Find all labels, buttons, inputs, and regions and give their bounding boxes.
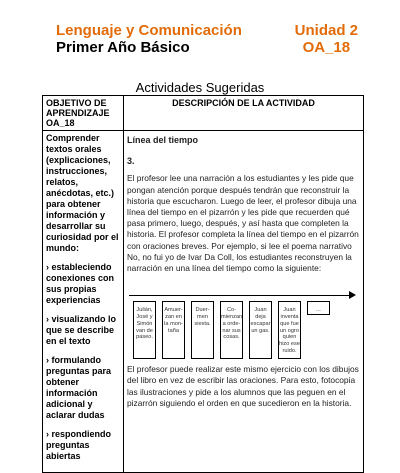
objective-item: › formulando preguntas para obtener información adicional y aclarar dudas	[46, 355, 112, 420]
timeline-box: Co-mienzan a orde-nar sus cosas.	[220, 301, 243, 359]
objective-intro: Comprender textos orales (explicaciones, instrucciones, relatos, anécdotas, etc.) para obtener información y desarrollar su curiosidad por el mundo:	[46, 133, 119, 253]
description-cell	[124, 131, 364, 473]
timeline-diagram	[127, 282, 360, 364]
objective-item: › visualizando lo que se describe en el texto	[46, 314, 117, 346]
activity-table	[42, 95, 364, 473]
table-header-row	[43, 96, 364, 131]
description-header: DESCRIPCIÓN DE LA ACTIVIDAD	[124, 96, 364, 131]
timeline-box-ellipsis: ...	[307, 301, 330, 315]
header-right	[295, 22, 358, 56]
section-title: Actividades Sugeridas	[135, 80, 265, 95]
objective-item: › estableciendo conexiones con sus propias experiencias	[46, 262, 115, 305]
objective-header: OBJETIVO DE APRENDIZAJE OA_18	[43, 96, 124, 131]
grade-title: Primer Año Básico	[56, 39, 190, 56]
activity-paragraph: El profesor puede realizar este mismo ejercicio con los dibujos del libro en vez de escribir las oraciones. Para esto, fotocopia las ilustraciones y pide a los alumnos que las peguen en el pizarrón siguiendo el orden en que sucedieron en la historia.	[127, 364, 359, 408]
activity-paragraph: El profesor lee una narración a los estudiantes y les pide que pongan atención porque después tendrán que reconstruir la historia que escucharon. Luego de leer, el profesor dibuja una línea del tiempo en el pizarrón y les pide que recuerden qué pasa primero, luego, después, y así hasta que completen la historia. El profesor completa la línea del tiempo en el pizarrón con oraciones breves. Por ejemplo, si lee el poema narrativo No, no fui yo de Ivar Da Coll, los estudiantes reconstruyen la narración en una línea del tiempo como la siguiente:	[127, 173, 359, 274]
unit-title: Unidad 2	[294, 22, 358, 39]
timeline-box: Juan deja escapar un gas.	[249, 301, 272, 359]
timeline-arrow-line	[129, 295, 352, 296]
objective-item: › respondiendo preguntas abiertas	[46, 429, 111, 461]
objective-cell	[43, 131, 124, 473]
arrow-head-icon	[349, 291, 356, 299]
timeline-box: Juan inventa que fue un ogro quien hizo ese ruido.	[278, 301, 301, 359]
timeline-boxes	[133, 301, 330, 359]
header-left	[56, 22, 242, 56]
oa-code: OA_18	[302, 39, 351, 56]
activity-number: 3.	[127, 156, 135, 167]
activity-title: Línea del tiempo	[127, 135, 199, 145]
timeline-box: Duer-men siesta.	[191, 301, 214, 359]
timeline-box: Amuer-zan en la mon-taña	[162, 301, 185, 359]
table-row	[43, 131, 364, 473]
timeline-box: Julián, José y Simón van de paseo.	[133, 301, 156, 359]
subject-title: Lenguaje y Comunicación	[56, 22, 242, 39]
